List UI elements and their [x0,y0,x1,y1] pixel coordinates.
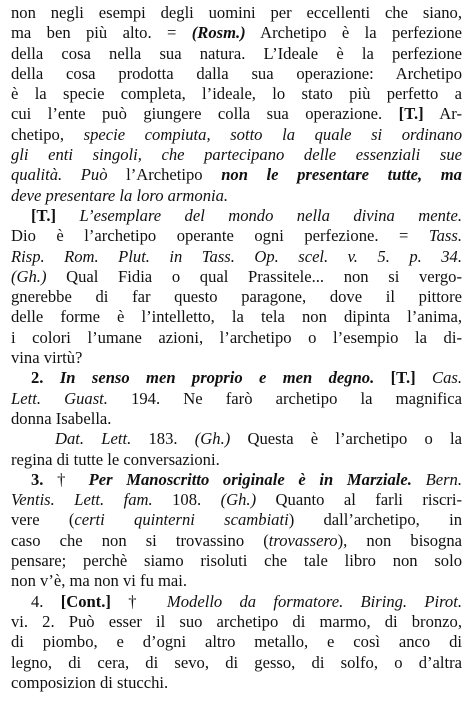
text-span: 108. [152,490,221,510]
text-span: 183. [131,429,195,449]
text-line [11,206,462,226]
text-span: deve presentare la loro armonia. [11,185,229,205]
text-span: Lett. Guast. [11,388,108,408]
text-line [11,328,462,348]
text-line [11,551,462,571]
text-line [11,267,462,287]
text-line [11,287,462,307]
text-line [11,612,462,632]
text-span: cui l’ente può giungere colla sua operazione. [11,104,399,124]
text-span: 2. [31,368,60,388]
text-span: ), non bisogna [337,530,463,550]
text-span: ) dall’archetipo, in [288,510,462,530]
text-span: i colori l’umane azioni, l’archetipo o l’esempio la di- [11,327,462,347]
text-span: Ar- [423,104,462,124]
text-span: Dio è l’archetipo operante ogni perfezione. = [11,226,429,246]
text-span: specie compiuta, sotto la quale si ordinano [83,124,462,144]
text-span: L’esemplare del mondo nella divina mente. [56,205,462,225]
text-line [11,592,462,612]
text-span: Archetipo è la perfezione [245,23,462,43]
text-span: Quanto al farli riscri- [256,490,462,510]
text-line [11,247,462,267]
text-span: regina di tutte le conversazioni. [11,449,220,469]
text-line [11,307,462,327]
text-span: non negli esempi degli uomini per eccellenti che siano, [11,3,462,22]
text-line [11,389,462,409]
text-span: donna Isabella. [11,408,112,428]
text-span: chetipo, [11,124,84,144]
text-span: Dat. Lett. [55,429,132,449]
text-span: non le presentare tutte, ma [221,165,462,185]
text-span: di piombo, e d’ogni altro metallo, e così anco di [11,632,462,652]
text-line [11,64,462,84]
text-span: (Gh.) [11,266,47,286]
text-line [11,145,462,165]
text-span: gli enti singoli, che partecipano delle essenziali sue [11,145,462,165]
text-line [11,125,462,145]
text-span: [Cont.] [60,591,111,611]
text-line [11,571,462,591]
text-span: della cosa prodotta dalla sua operazione: Archetipo [11,63,462,83]
text-line [11,490,462,510]
text-span: della cosa nella sua natura. L’Ideale è la perfezione [11,43,462,63]
text-span: [T.] [374,368,416,388]
text-span: In senso men proprio e men degno. [59,368,375,388]
text-span: vina virtù? [11,348,83,368]
text-line [11,531,462,551]
text-span: Modello da formatore. Biring. Pirot. [166,591,462,611]
text-line [11,186,462,206]
text-span: vere ( [11,510,75,530]
text-line [11,44,462,64]
text-line [11,409,462,429]
text-line [11,84,462,104]
text-line [11,510,462,530]
text-span: [T.] [31,205,57,225]
text-span: trovassero [268,530,338,550]
text-line [11,368,462,388]
text-line [11,470,462,490]
text-span: composizion di stucchi. [11,672,169,692]
text-line [11,673,462,693]
text-line [11,104,462,124]
text-span: Risp. Rom. Plut. in Tass. Op. scel. v. 5. p. 34. [11,246,462,266]
text-span: [T.] [398,104,424,124]
text-span: qualità. Può [11,165,108,185]
text-line [11,450,462,470]
text-line [11,3,462,23]
text-line [11,632,462,652]
text-span: 194. Ne farò archetipo la magnifica [107,388,463,408]
text-line [11,23,462,43]
text-span: Ventis. Lett. fam. [11,490,153,510]
text-span: Bern. [411,469,462,489]
text-span: vi. 2. Può esser il suo archetipo di marmo, di bronzo, [11,611,462,631]
text-span: Questa è l’archetipo o la [230,429,463,449]
text-span: † [57,469,89,489]
text-span: Cas. [415,368,462,388]
text-span: è la specie completa, l’ideale, lo stato più perfetto a [11,84,462,104]
text-span: Tass. [428,226,462,246]
text-line [11,653,462,673]
text-span: non v’è, ma non vi fu mai. [11,571,188,591]
text-span: caso che non si trovassino ( [11,530,269,550]
text-span: Qual Fidia o qual Prassitele... non si vergo- [46,266,462,286]
text-span: 4. [31,591,61,611]
dictionary-entry-text [11,3,462,693]
text-span: gnerebbe di far questo paragone, dove il pittore [11,287,462,307]
text-span: delle forme è l’intelletto, la tela non dipinta l’anima, [11,307,462,327]
text-span: (Gh.) [194,429,231,449]
text-span: (Rosm.) [191,23,246,43]
text-span: certi quinterni scambiati [74,510,289,530]
text-span: legno, di cera, di sevo, di gesso, di solfo, o d’altra [11,652,462,672]
text-span: l’Archetipo [107,165,222,185]
text-span: pensare; perchè siamo risoluti che tale libro non solo [11,551,462,571]
text-span: ma ben più alto. = [11,23,192,43]
text-line [11,348,462,368]
text-span: (Gh.) [220,490,257,510]
text-span: Per Manoscritto originale è in Marziale. [88,469,412,489]
text-line [11,226,462,246]
text-span: † [110,591,167,611]
text-line [11,429,462,449]
text-line [11,165,462,185]
text-span: 3. [31,469,58,489]
